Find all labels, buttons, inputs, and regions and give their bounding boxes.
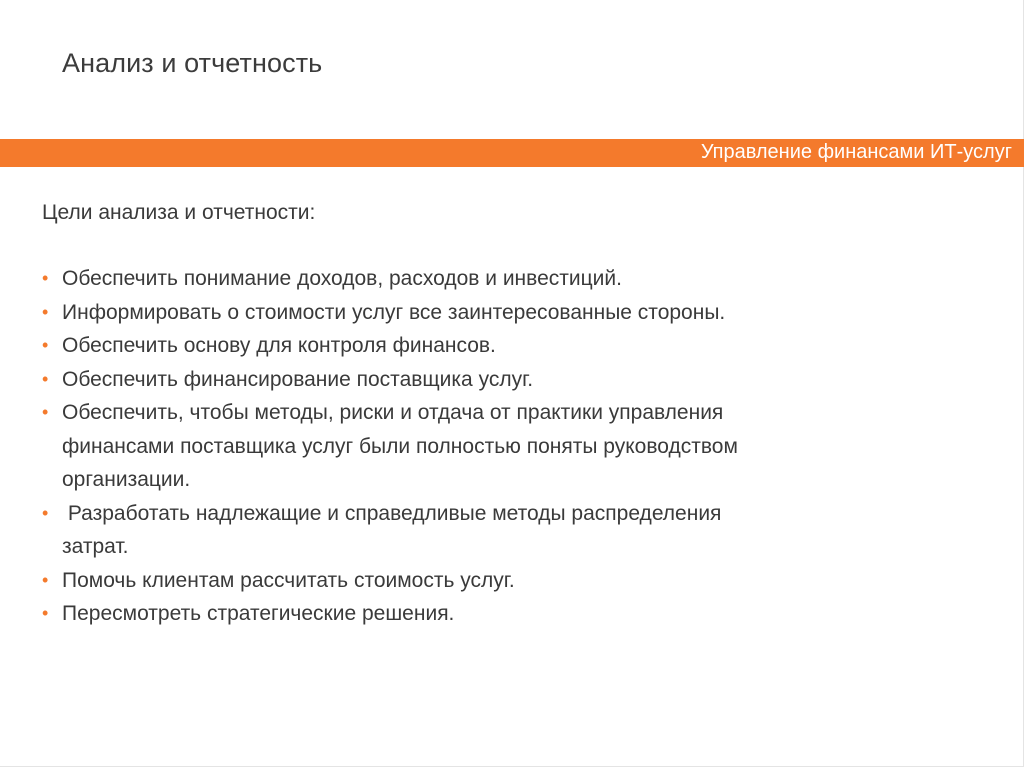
bullet-text: Пересмотреть стратегические решения. (62, 602, 455, 625)
bullet-icon: • (42, 268, 49, 288)
bullet-icon: • (42, 603, 49, 623)
slide-title: Анализ и отчетность (62, 48, 323, 78)
bullet-item (40, 497, 990, 564)
bullet-text: Помочь клиентам рассчитать стоимость услуг. (62, 568, 515, 592)
header-band-text: Управление финансами ИТ-услуг (700, 141, 1012, 163)
bullet-list (40, 262, 990, 631)
bullet-text: Обеспечить, чтобы методы, риски и отдача от практики управления финансами поставщика услуг были полностью поняты руководством организации. (62, 401, 738, 491)
bullet-icon: • (42, 569, 49, 590)
section-subtitle: Цели анализа и отчетности: (42, 201, 316, 224)
bullet-text: Разработать надлежащие и справедливые методы распределения затрат. (62, 501, 722, 558)
bullet-icon: • (42, 402, 49, 422)
bullet-icon: • (42, 335, 49, 355)
bullet-item (40, 262, 990, 296)
header-band (0, 139, 1024, 167)
bullet-text: Обеспечить финансирование поставщика услуг. (62, 367, 534, 391)
bullet-text: Обеспечить основу для контроля финансов. (62, 334, 496, 357)
bullet-item (40, 597, 990, 631)
bullet-item (40, 329, 990, 363)
bullet-item (40, 564, 990, 598)
bullet-icon: • (42, 368, 49, 389)
bullet-item (40, 363, 990, 397)
bullet-text: Информировать о стоимости услуг все заинтересованные стороны. (62, 300, 726, 324)
bullet-icon: • (42, 301, 49, 322)
bullet-item (40, 396, 990, 497)
bullet-text: Обеспечить понимание доходов, расходов и инвестиций. (62, 267, 622, 290)
bullet-icon: • (42, 502, 49, 523)
bullet-item (40, 296, 990, 330)
